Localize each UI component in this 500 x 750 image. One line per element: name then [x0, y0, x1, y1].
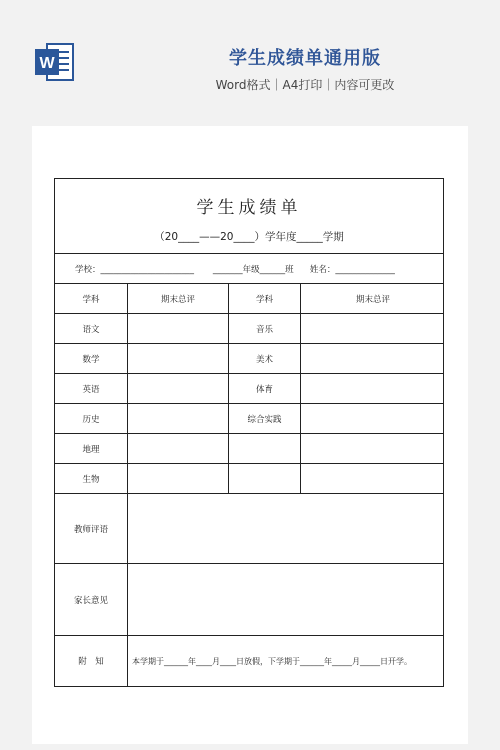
note-text: 本学期于______年____月____日放假，下学期于______年_____月_____日开学。: [132, 656, 412, 666]
header-subject-right: 学科: [229, 284, 301, 313]
form-title: 学生成绩单: [196, 198, 302, 218]
table-row: [55, 344, 443, 374]
subject-cell: 美术: [229, 344, 301, 373]
parent-opinion-row: [55, 564, 443, 636]
header-final-left: 期末总评: [128, 284, 229, 313]
score-cell[interactable]: [301, 434, 445, 463]
parent-opinion-label: 家长意见: [55, 564, 128, 635]
school-year-line: （20____——20____）学年度_____学期: [154, 231, 344, 243]
note-row: [55, 636, 443, 686]
empty-cell: [229, 464, 301, 493]
subject-cell: 综合实践: [229, 404, 301, 433]
header-final-right: 期末总评: [355, 294, 390, 305]
subject-cell: 体育: [229, 374, 301, 403]
document-title: 学生成绩单通用版: [229, 48, 381, 69]
student-info-line: 学校：______________________ _______年级______班 姓名：______________: [75, 264, 395, 275]
subject-cell: 音乐: [229, 314, 301, 343]
table-row: [55, 314, 443, 344]
teacher-comment-label: 教师评语: [55, 494, 128, 563]
score-cell[interactable]: [128, 344, 229, 373]
subject-cell: 数学: [55, 344, 128, 373]
subject-cell: 生物: [55, 464, 128, 493]
score-cell[interactable]: [301, 464, 445, 493]
subject-header-row: [55, 284, 443, 314]
subject-cell: 英语: [55, 374, 128, 403]
document-page: [32, 126, 468, 744]
subject-cell: 语文: [55, 314, 128, 343]
teacher-comment-row: [55, 494, 443, 564]
score-cell[interactable]: [128, 434, 229, 463]
table-row: [55, 464, 443, 494]
score-cell[interactable]: [128, 404, 229, 433]
table-row: [55, 434, 443, 464]
document-subtitle: Word格式｜A4打印｜内容可更改: [215, 78, 395, 92]
score-cell[interactable]: [301, 404, 445, 433]
subject-cell: 地理: [55, 434, 128, 463]
score-cell[interactable]: [128, 374, 229, 403]
score-cell[interactable]: [301, 314, 445, 343]
score-cell[interactable]: [128, 314, 229, 343]
word-icon-letter: W: [39, 55, 55, 72]
form-title-area: [55, 179, 443, 254]
score-cell[interactable]: [301, 374, 445, 403]
header-subject-left: 学科: [55, 284, 128, 313]
teacher-comment-area[interactable]: [128, 494, 445, 563]
score-cell[interactable]: [128, 464, 229, 493]
parent-opinion-area[interactable]: [128, 564, 445, 635]
page-header: [0, 0, 500, 125]
student-info-row: [55, 254, 443, 284]
empty-cell: [229, 434, 301, 463]
score-cell[interactable]: [301, 344, 445, 373]
table-row: [55, 374, 443, 404]
note-label: 附 知: [55, 636, 128, 686]
table-row: [55, 404, 443, 434]
subject-cell: 历史: [55, 404, 128, 433]
report-card-form: [54, 178, 444, 687]
word-icon: [33, 40, 77, 84]
